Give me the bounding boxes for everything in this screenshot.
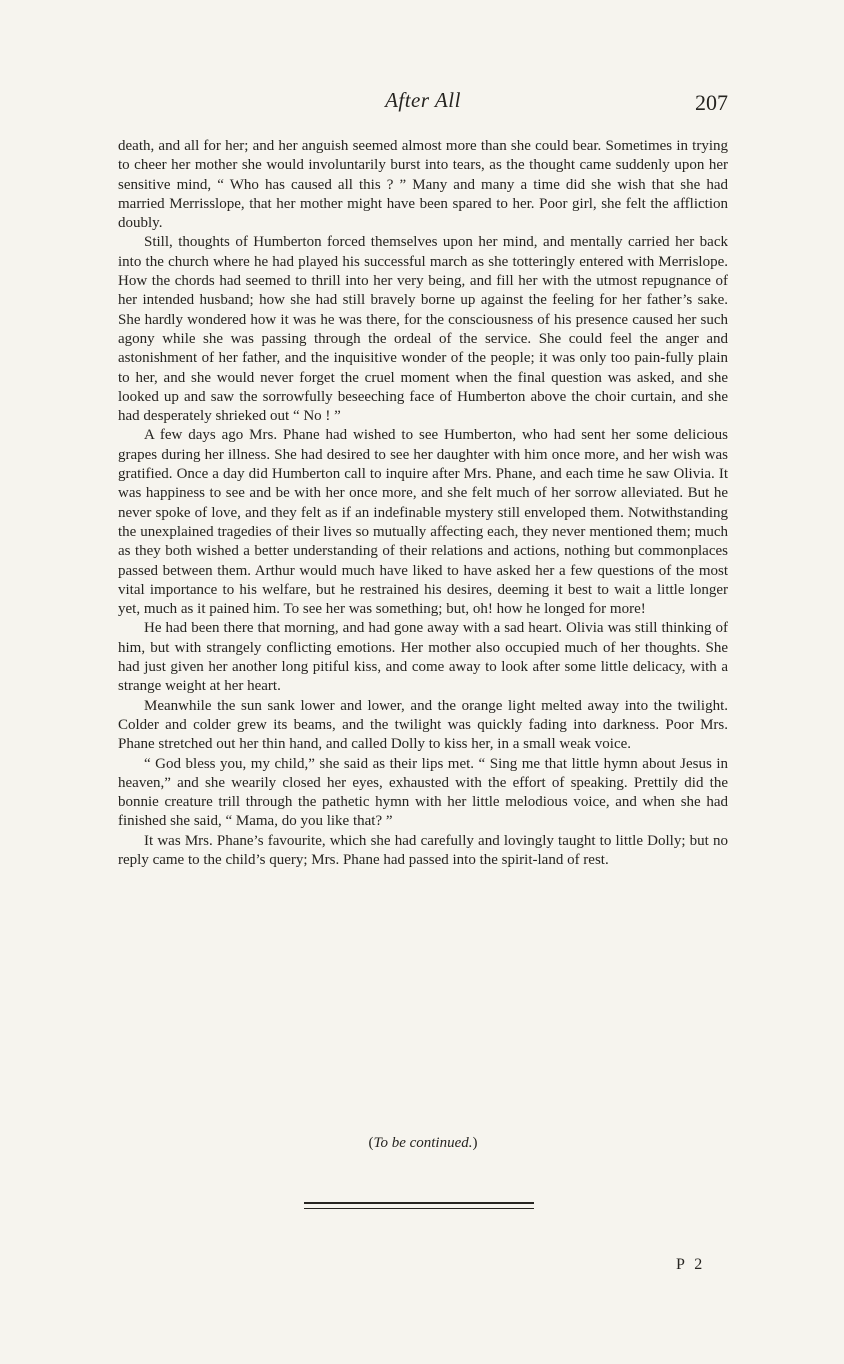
running-head <box>118 88 728 118</box>
paragraph-5: Meanwhile the sun sank lower and lower, and the orange light melted away into the twilight. Colder and colder grew its beams, and the twilight was quickly fading into darkness. Poor Mrs. Phane stretched out her thin hand, and called Dolly to kiss her, in a small weak voice. <box>118 697 728 753</box>
closing-rule <box>304 1202 534 1213</box>
continuation-open-paren: ( <box>368 1135 374 1151</box>
closing-rule-thin <box>304 1208 534 1209</box>
paragraph-4: He had been there that morning, and had gone away with a sad heart. Olivia was still thinking of him, but with strangely conflicting emotions. Her mother also occupied much of her thoughts. She had just given her another long pitiful kiss, and come away to look after some little delicacy, with a strange weight at her heart. <box>118 620 728 695</box>
running-title: After All <box>385 88 461 112</box>
paragraph-3: A few days ago Mrs. Phane had wished to see Humberton, who had sent her some delicious grapes during her illness. She had desired to see her daughter with him once more, and her wish was gratified. Once a day did Humberton call to inquire after Mrs. Phane, and each time he saw Olivia. It was happiness to see and be with her once more, and she felt much of her sorrow alleviated. But he never spoke of love, and they felt as if an indefinable mystery still enveloped them. Notwithstanding the unexplained tragedies of their lives so mutually affecting each, they never mentioned them; much as they both wished a better understanding of their relations and actions, nothing but commonplaces passed between them. Arthur would much have liked to have asked her a few questions of the most vital importance to his welfare, but he restrained his desires, deeming it best to wait a little longer yet, much as it pained him. To see her was something; but, oh! how he longed for more! <box>118 427 728 618</box>
paragraph-7: It was Mrs. Phane’s favourite, which she had carefully and lovingly taught to little Dolly; but no reply came to the child’s query; Mrs. Phane had passed into the spirit-land of rest. <box>118 832 728 868</box>
printer-signature: P 2 <box>676 1256 706 1273</box>
paragraph-6: “ God bless you, my child,” she said as their lips met. “ Sing me that little hymn about Jesus in heaven,” and she wearily closed her eyes, exhausted with the effort of speaking. Prettily did the bonnie creature trill through the pathetic hymn with her little melodious voice, and when she had finished she said, “ Mama, do you like that? ” <box>118 755 728 830</box>
paragraph-1: death, and all for her; and her anguish seemed almost more than she could bear. Sometimes in trying to cheer her mother she would involuntarily burst into tears, as the thought came suddenly upon her sensitive mind, “ Who has caused all this ? ” Many and many a time did she wish that she had married Merrisslope, that her mother might have been spared to her. Poor girl, she felt the affliction doubly. <box>118 138 728 232</box>
continuation-text: To be continued. <box>373 1135 473 1151</box>
paragraph-2: Still, thoughts of Humberton forced themselves upon her mind, and mentally carried her back into the church where he had played his successful march as she totteringly entered with Merrislope. How the chords had seemed to thrill into her very being, and fill her with the utmost repugnance of her intended husband; how she had still bravely borne up against the feeling for her father’s sake. She hardly wondered how it was he was there, for the consciousness of his presence caused her such agony while she was passing through the ordeal of the service. She could feel the anger and astonishment of her father, and the inquisitive wonder of the people; it was only too pain-fully plain to her, and she would never forget the cruel moment when the final question was asked, and she looked up and saw the sorrowfully beseeching face of Humberton above the choir curtain, and she had desperately shrieked out “ No ! ” <box>118 234 728 425</box>
closing-rule-thick <box>304 1202 534 1204</box>
continuation-close-paren: ) <box>472 1135 478 1151</box>
page-number: 207 <box>695 90 728 115</box>
continuation-note <box>118 1135 728 1152</box>
body-text <box>118 137 728 870</box>
